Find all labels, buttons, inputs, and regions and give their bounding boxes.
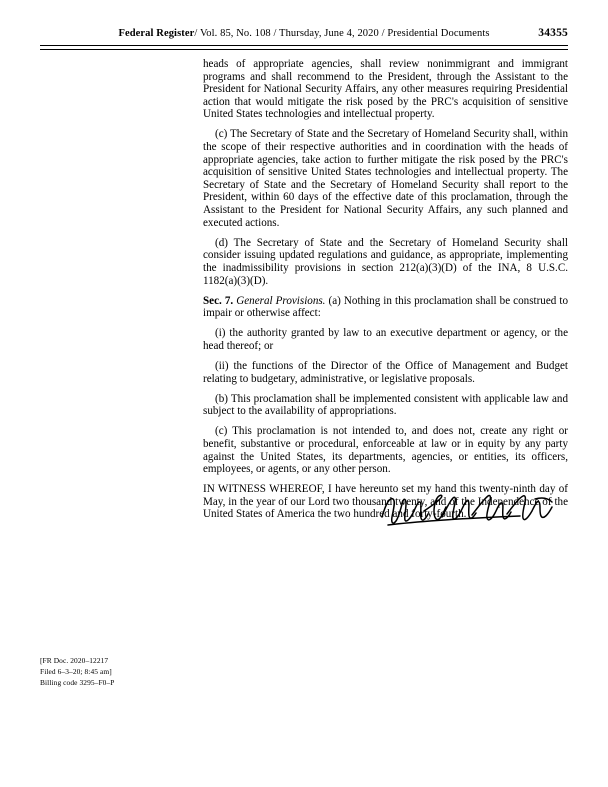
section-number: Sec. 7. (203, 294, 234, 307)
running-head-text (118, 28, 489, 39)
running-head (40, 28, 568, 44)
paragraph-b: (b) This proclamation shall be implemented consistent with applicable law and subject to the availability of appropriations. (203, 392, 568, 418)
witness-paragraph: IN WITNESS WHEREOF, I have hereunto set my hand this twenty-ninth day of May, in the year of our Lord two thousand twenty, and of the Independence of the United States of America the two hundred and forty-fourth. (203, 483, 568, 521)
filing-block (40, 655, 114, 689)
publication-citation: / Vol. 85, No. 108 / Thursday, June 4, 2020 / Presidential Documents (194, 28, 490, 39)
filed-date: Filed 6–3–20; 8:45 am] (40, 667, 112, 677)
paragraph-ii: (ii) the functions of the Director of the Office of Management and Budget relating to budgetary, administrative, or legislative proposals. (203, 359, 568, 385)
doc-number: [FR Doc. 2020–12217 (40, 656, 109, 665)
section-title: General Provisions. (236, 294, 326, 307)
paragraph-continued: heads of appropriate agencies, shall review nonimmigrant and immigrant programs and shall recommend to the President, through the Assistant to the President for National Security Affairs, any other measures requiring Presidential action that would mitigate the risk posed by the PRC's acquisition of sensitive United States technologies and intellectual property. (203, 58, 568, 121)
section-7-heading-paragraph (203, 295, 568, 320)
billing-code: Billing code 3295–F0–P (40, 678, 115, 688)
paragraph-i: (i) the authority granted by law to an executive department or agency, or the head thereof; or (203, 327, 568, 352)
paragraph-c2: (c) This proclamation is not intended to, and does not, create any right or benefit, substantive or procedural, enforceable at law or in equity by any party against the United States, its departments, agencies, or entities, its officers, employees, or agents, or any other person. (203, 425, 568, 476)
paragraph-d: (d) The Secretary of State and the Secretary of Homeland Security shall consider issuing updated regulations and guidance, as appropriate, implementing the inadmissibility provisions in section 212(a)(3)(D) of the INA, 8 U.S.C. 1182(a)(3)(D). (203, 236, 568, 287)
header-rule-thin (40, 49, 568, 50)
page-number: 34355 (538, 27, 568, 39)
header-rule-thick (40, 45, 568, 46)
paragraph-c: (c) The Secretary of State and the Secretary of Homeland Security shall, within the scope of their respective authorities and in coordination with the heads of appropriate agencies, take action to further mitigate the risk posed by the PRC's acquisition of sensitive United States technologies and intellectual property. The Secretary of State and the Secretary of Homeland Security shall report to the President, within 60 days of the effective date of this proclamation, through the Assistant to the President for National Security Affairs, any such planned and executed actions. (203, 128, 568, 229)
body-column (203, 58, 568, 521)
publication-title: Federal Register (118, 28, 195, 39)
signature-image (380, 487, 560, 537)
section-7-text: (a) Nothing in this proclamation shall be construed to impair or otherwise affect: (203, 294, 568, 320)
